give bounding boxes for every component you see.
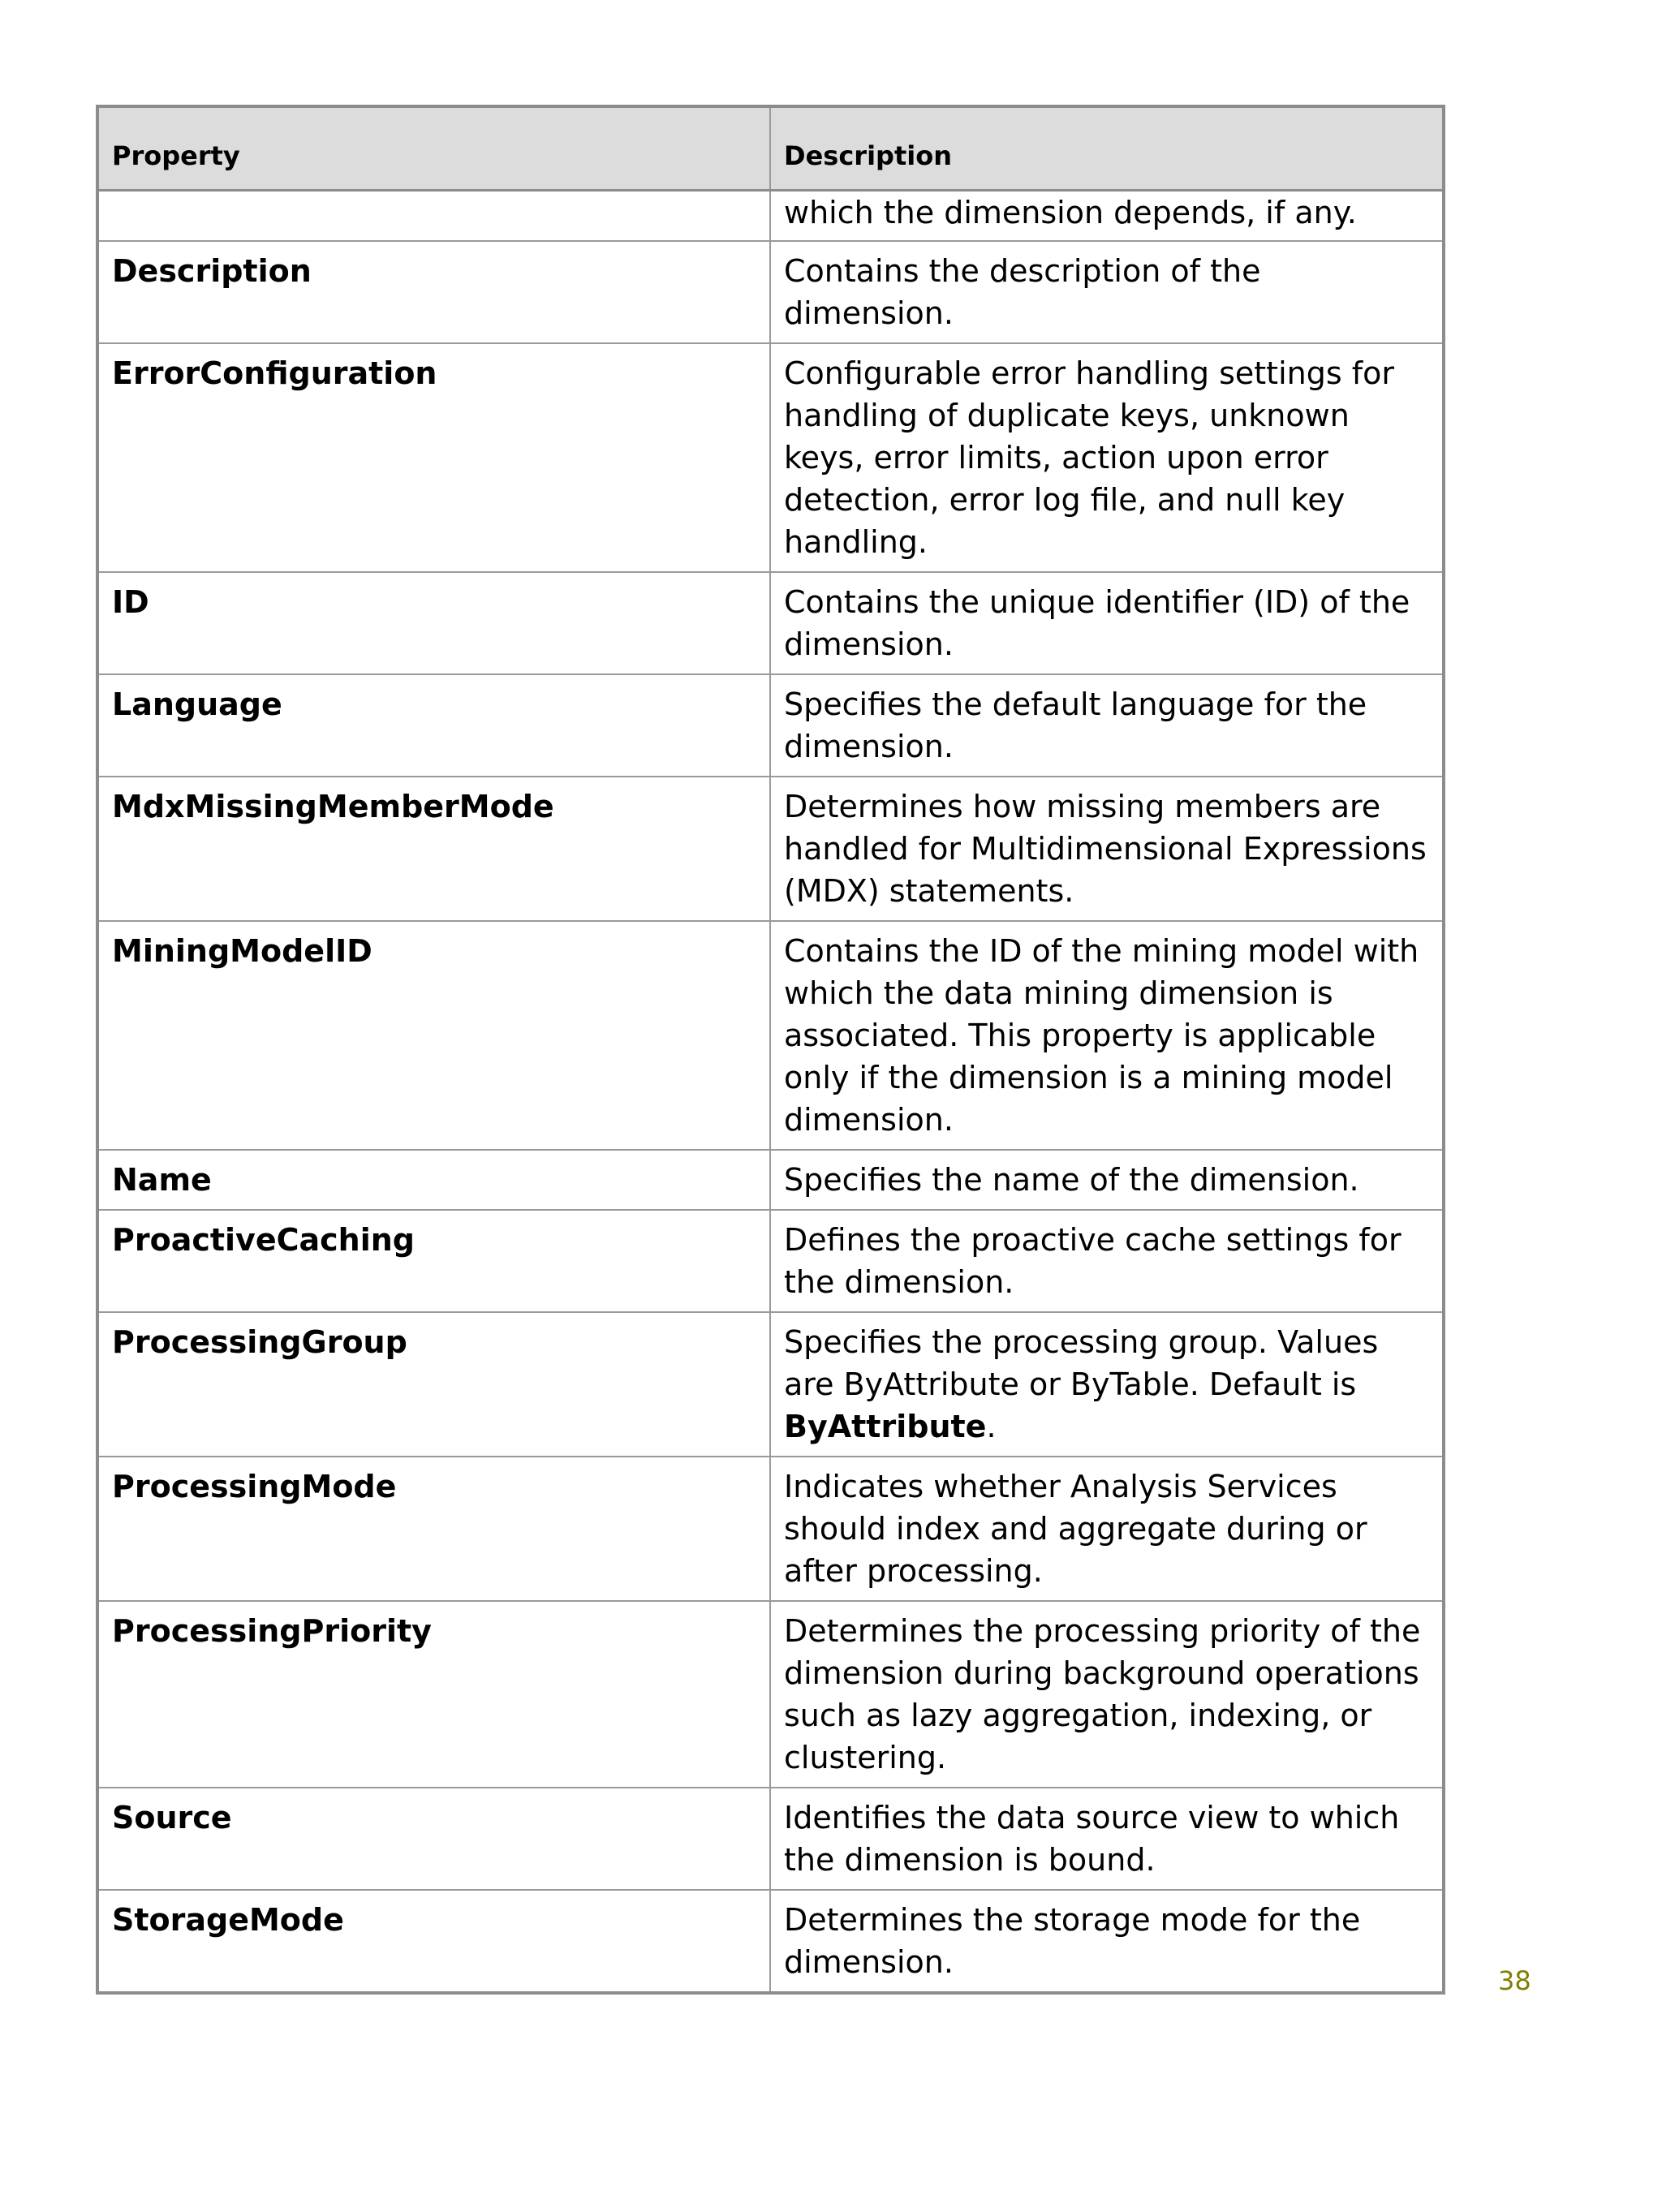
continuation-property bbox=[97, 191, 770, 242]
table-row bbox=[97, 1312, 1444, 1457]
property-name: ProcessingPriority bbox=[97, 1601, 770, 1788]
property-description: Determines how missing members are handled for Multidimensional Expressions (MDX) statements. bbox=[770, 777, 1444, 921]
table-row bbox=[97, 572, 1444, 674]
property-name: Name bbox=[97, 1150, 770, 1210]
property-name: Source bbox=[97, 1788, 770, 1890]
property-description: Defines the proactive cache settings for the dimension. bbox=[770, 1210, 1444, 1312]
property-description: Specifies the default language for the dimension. bbox=[770, 674, 1444, 777]
property-name: ErrorConfiguration bbox=[97, 343, 770, 572]
table-row-continuation bbox=[97, 191, 1444, 242]
table-row bbox=[97, 1150, 1444, 1210]
property-description: Configurable error handling settings for handling of duplicate keys, unknown keys, error limits, action upon error detection, error log file, and null key handling. bbox=[770, 343, 1444, 572]
table-row bbox=[97, 1457, 1444, 1601]
page-number: 38 bbox=[1498, 1965, 1531, 1996]
property-name: StorageMode bbox=[97, 1890, 770, 1993]
table-row bbox=[97, 1890, 1444, 1993]
table-row bbox=[97, 674, 1444, 777]
description-text-after: . bbox=[986, 1409, 997, 1444]
description-bold-value: ByAttribute bbox=[784, 1409, 987, 1444]
table-header bbox=[97, 106, 1444, 191]
property-description: Identifies the data source view to which the dimension is bound. bbox=[770, 1788, 1444, 1890]
table-row bbox=[97, 241, 1444, 343]
property-name: Language bbox=[97, 674, 770, 777]
property-description: Contains the description of the dimension. bbox=[770, 241, 1444, 343]
table-row bbox=[97, 1788, 1444, 1890]
property-description: Contains the unique identifier (ID) of the dimension. bbox=[770, 572, 1444, 674]
property-description: Indicates whether Analysis Services should index and aggregate during or after processing. bbox=[770, 1457, 1444, 1601]
header-property: Property bbox=[97, 106, 770, 191]
table-header-row bbox=[97, 106, 1444, 191]
table-row bbox=[97, 921, 1444, 1150]
table-row bbox=[97, 777, 1444, 921]
property-name: MdxMissingMemberMode bbox=[97, 777, 770, 921]
property-name: ProcessingGroup bbox=[97, 1312, 770, 1457]
table-row bbox=[97, 1210, 1444, 1312]
property-name: Description bbox=[97, 241, 770, 343]
header-description: Description bbox=[770, 106, 1444, 191]
property-name: ProcessingMode bbox=[97, 1457, 770, 1601]
property-description: Specifies the name of the dimension. bbox=[770, 1150, 1444, 1210]
property-name: ProactiveCaching bbox=[97, 1210, 770, 1312]
property-description: Determines the storage mode for the dimension. bbox=[770, 1890, 1444, 1993]
property-description: Contains the ID of the mining model with which the data mining dimension is associated. This property is applicable only if the dimension is a mining model dimension. bbox=[770, 921, 1444, 1150]
property-description bbox=[770, 1312, 1444, 1457]
property-description: Determines the processing priority of the dimension during background operations such as lazy aggregation, indexing, or clustering. bbox=[770, 1601, 1444, 1788]
continuation-description: which the dimension depends, if any. bbox=[770, 191, 1444, 242]
table-row bbox=[97, 1601, 1444, 1788]
property-name: ID bbox=[97, 572, 770, 674]
description-text: Specifies the processing group. Values are ByAttribute or ByTable. Default is bbox=[784, 1324, 1379, 1402]
table-body bbox=[97, 191, 1444, 1994]
properties-table bbox=[96, 105, 1445, 1995]
table-row bbox=[97, 343, 1444, 572]
property-name: MiningModelID bbox=[97, 921, 770, 1150]
